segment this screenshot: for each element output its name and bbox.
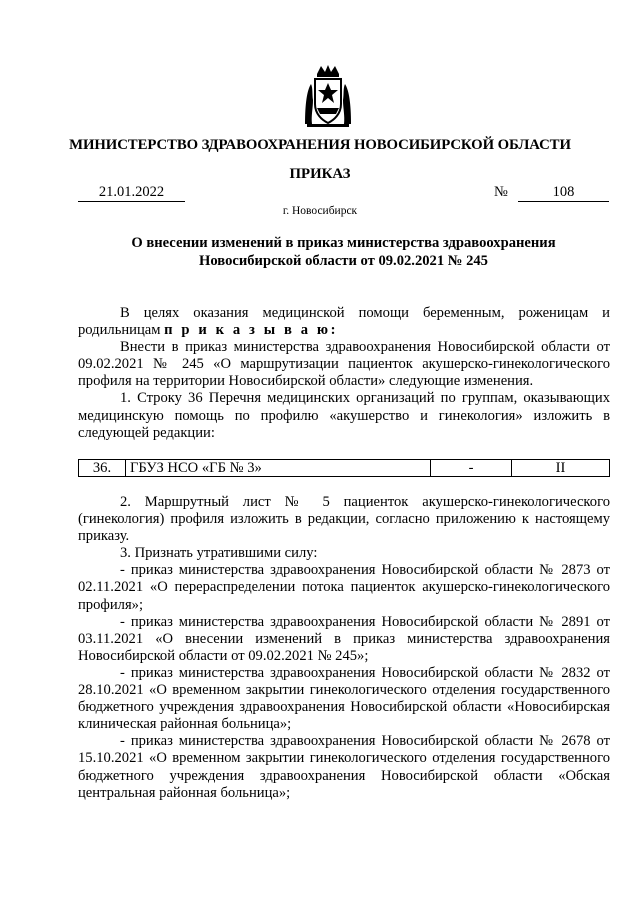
subject-line-2: Новосибирской области от 09.02.2021 № 245 bbox=[199, 252, 488, 269]
coat-of-arms-icon bbox=[303, 64, 353, 128]
order-word: п р и к а з ы в а ю: bbox=[164, 322, 339, 339]
intro-text: В целях оказания медицинской помощи беременным, роженицам и родильницам bbox=[78, 305, 610, 339]
list-item: - приказ министерства здравоохранения Новосибирской области № 2891 от 03.11.2021 «О внесении изменений в приказ министерства здравоохранения Новосибирской области от 09.02.2021 № 245»; bbox=[78, 613, 610, 664]
paragraph-2: 2. Маршрутный лист № 5 пациенток акушерско-гинекологического (гинекология) профиля изложить в редакции, согласно приложению к настоящему приказу. bbox=[78, 494, 610, 545]
row-number: 36. bbox=[79, 460, 126, 477]
column-3: - bbox=[431, 460, 512, 477]
order-number: 108 bbox=[518, 184, 609, 202]
list-item: - приказ министерства здравоохранения Новосибирской области № 2873 от 02.11.2021 «О перераспределении потока пациенток акушерско-гинекологического профиля»; bbox=[78, 562, 610, 613]
paragraph-1: 1. Строку 36 Перечня медицинских организаций по группам, оказывающих медицинскую помощь по профилю «акушерство и гинекология» изложить в следующей редакции: bbox=[78, 390, 610, 441]
list-item: - приказ министерства здравоохранения Новосибирской области № 2678 от 15.10.2021 «О временном закрытии гинекологического отделения государственного бюджетного учреждения здравоохранения Новосибирской области «Обская центральная районная больница»; bbox=[78, 733, 610, 801]
table-row bbox=[79, 460, 610, 477]
organizations-table bbox=[78, 459, 610, 477]
organization-name: ГБУЗ НСО «ГБ № 3» bbox=[126, 460, 431, 477]
number-sign: № bbox=[494, 184, 508, 200]
subject-line-1: О внесении изменений в приказ министерства здравоохранения bbox=[131, 235, 556, 251]
list-item: - приказ министерства здравоохранения Новосибирской области № 2832 от 28.10.2021 «О временном закрытии гинекологического отделения государственного бюджетного учреждения здравоохранения Новосибирской области «Новосибирская клиническая районная больница»; bbox=[78, 664, 610, 733]
order-subject bbox=[78, 235, 609, 270]
order-date: 21.01.2022 bbox=[78, 184, 185, 202]
body-bottom bbox=[78, 494, 610, 802]
level: II bbox=[512, 460, 610, 477]
paragraph-3: 3. Признать утратившими силу: bbox=[120, 545, 318, 562]
body-top bbox=[78, 305, 610, 442]
amend-paragraph: Внести в приказ министерства здравоохранения Новосибирской области от 09.02.2021 № 245 «О маршрутизации пациенток акушерско-гинекологического профиля на территории Новосибирской области» следующие изменения. bbox=[78, 339, 610, 390]
document-type: ПРИКАЗ bbox=[289, 166, 351, 182]
city: г. Новосибирск bbox=[282, 205, 358, 217]
ministry-name: МИНИСТЕРСТВО ЗДРАВООХРАНЕНИЯ НОВОСИБИРСКОЙ ОБЛАСТИ bbox=[69, 137, 571, 153]
intro-paragraph bbox=[78, 305, 610, 339]
